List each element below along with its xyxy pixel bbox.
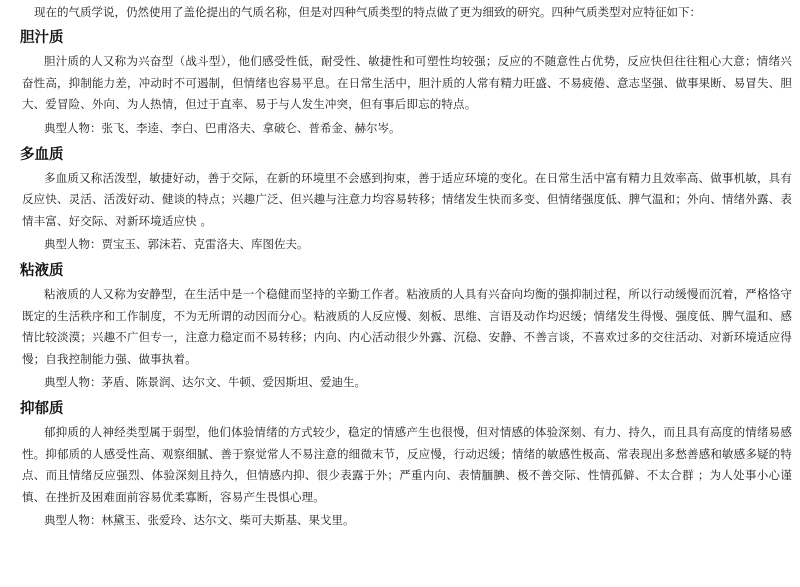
section-choleric — [22, 28, 792, 139]
section-title-phlegmatic: 粘液质 — [20, 263, 64, 279]
intro-paragraph: 现在的气质学说，仍然使用了盖伦提出的气质名称，但是对四种气质类型的特点做了更为细致的研究。四种气质类型对应特征如下： — [34, 5, 701, 19]
section-title-sanguine: 多血质 — [20, 146, 64, 163]
section-description-phlegmatic: 粘液质的人又称为安静型，在生活中是一个稳健而坚持的辛勤工作者。粘液质的人具有兴奋向均衡的强抑制过程，所以行动缓慢而沉着，严格恪守既定的生活秩序和工作制度，不为无所谓的动因而分心。粘液质的人反应慢、刻板、思维、言语及动作均迟缓；情绪发生得慢、强度低、脾气温和、感情比较淡漠；兴趣不广但专一，注意力稳定而不易转移；内向、内心活动很少外露、沉稳、安静、不善言谈，不喜欢过多的交往活动、对新环境适应得慢；自我控制能力强、做事执着。 — [22, 287, 792, 366]
typical-people-sanguine: 典型人物：贾宝玉、郭沫若、克雷洛夫、库图佐夫。 — [44, 237, 309, 251]
section-description-sanguine: 多血质又称活泼型，敏捷好动，善于交际，在新的环境里不会感到拘束，善于适应环境的变化。在日常生活中富有精力且效率高、做事机敏，具有反应快、灵活、活泼好动、健谈的特点；兴趣广泛、但兴趣与注意力均容易转移；情绪发生快而多变、但情绪强度低、脾气温和；外向、情绪外露、表情丰富、好交际、对新环境适应快 。 — [22, 170, 792, 228]
section-phlegmatic — [22, 261, 792, 393]
section-title-choleric: 胆汁质 — [20, 30, 64, 46]
section-melancholic — [22, 399, 792, 531]
section-description-choleric: 胆汁质的人又称为兴奋型（战斗型），他们感受性低，耐受性、敏捷性和可塑性均较强；反应的不随意性占优势，反应快但往往粗心大意；情绪兴奋性高，抑制能力差，冲动时不可遏制，但情绪也容易平息。在日常生活中，胆汁质的人常有精力旺盛、不易疲倦、意志坚强、做事果断、易冒失、胆大、爱冒险、外向、为人热情，但过于直率、易于与人发生冲突，但有事后即忘的特点。 — [22, 54, 792, 111]
section-sanguine — [22, 145, 792, 256]
typical-people-phlegmatic: 典型人物：茅盾、陈景润、达尔文、牛顿、爱因斯坦、爱迪生。 — [44, 375, 366, 389]
section-title-melancholic: 抑郁质 — [20, 401, 64, 417]
typical-people-choleric: 典型人物：张飞、李逵、李白、巴甫洛夫、拿破仑、普希金、赫尔岑。 — [44, 120, 401, 135]
section-description-melancholic: 郁抑质的人神经类型属于弱型，他们体验情绪的方式较少，稳定的情感产生也很慢，但对情感的体验深刻、有力、持久，而且具有高度的情绪易感性。抑郁质的人感受性高、观察细腻、善于察觉常人不易注意的细微末节，反应慢，行动迟缓；情绪的敏感性极高、常表现出多愁善感和敏感多疑的特点、而且情绪反应强烈、体验深刻且持久，但情感内抑、很少表露于外；严重内向、表情腼腆、极不善交际、性情孤僻、不太合群 ；为人处事小心谨慎、在挫折及困难面前容易优柔寡断，容易产生畏惧心理。 — [22, 425, 792, 504]
typical-people-melancholic: 典型人物：林黛玉、张爱玲、达尔文、柴可夫斯基、果戈里。 — [44, 513, 355, 527]
